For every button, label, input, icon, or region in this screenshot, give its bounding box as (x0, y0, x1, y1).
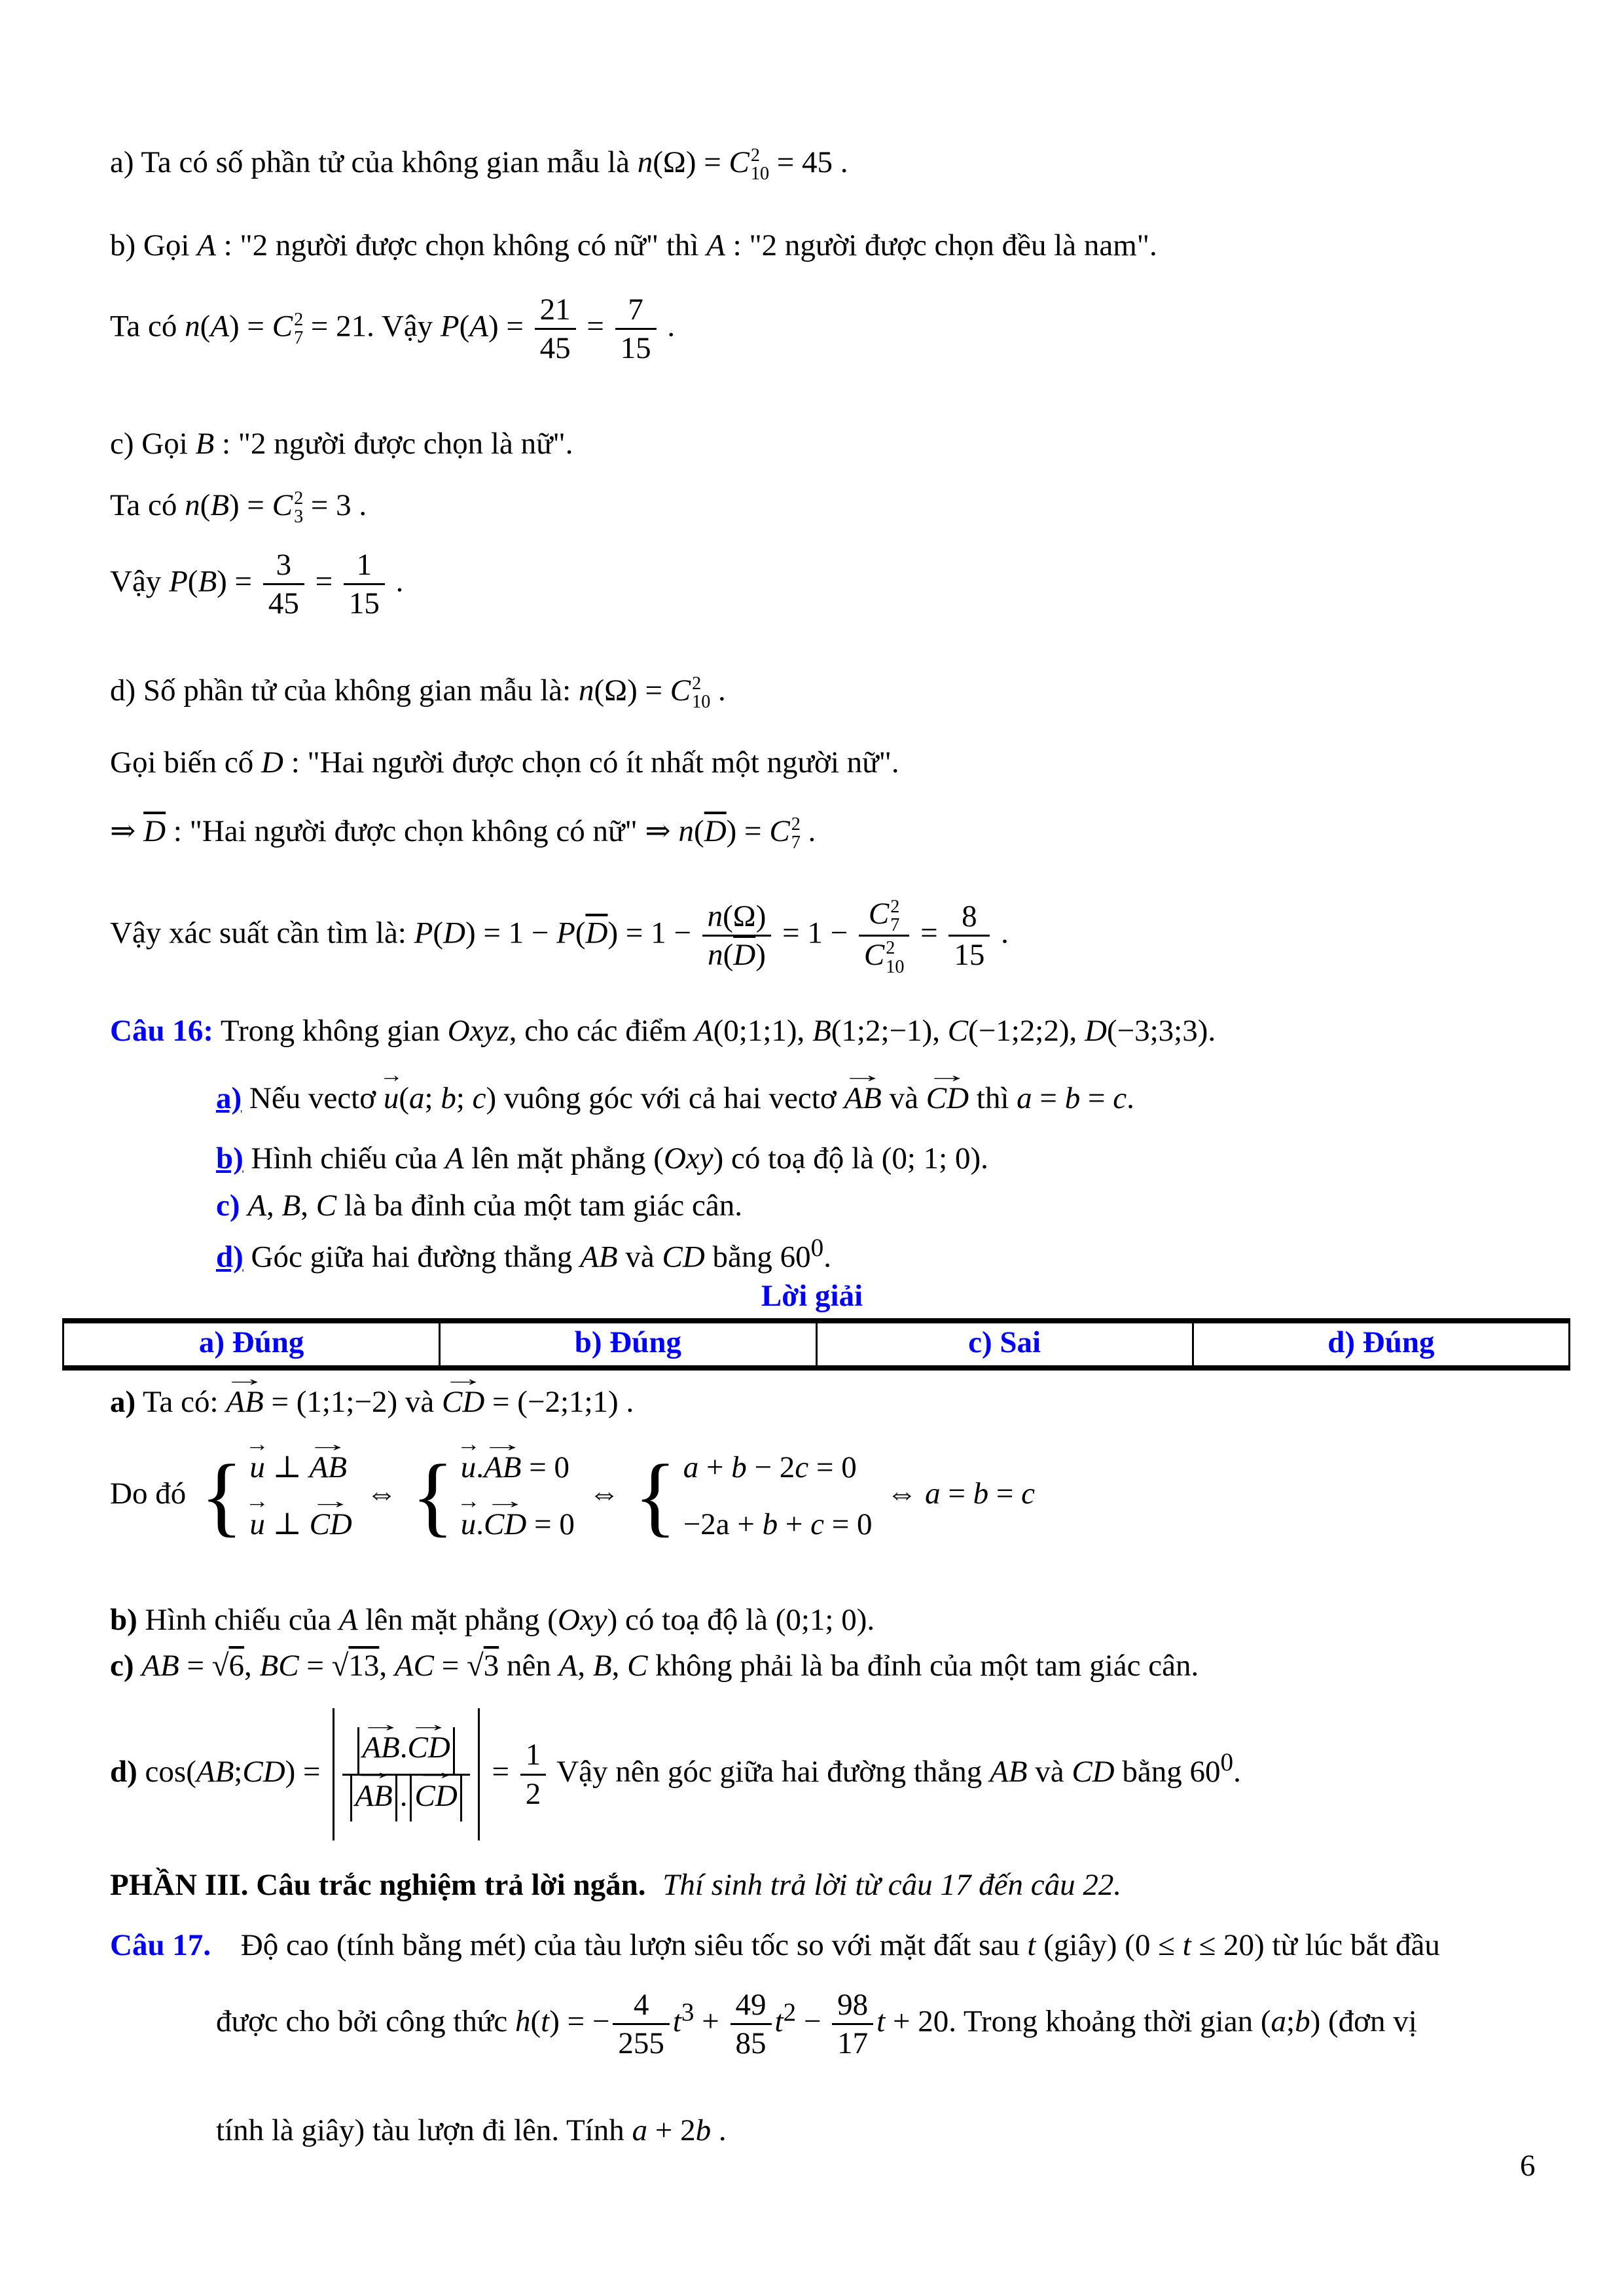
question-16-item-c: c) A, B, C là ba đỉnh của một tam giác cân. (216, 1189, 742, 1223)
answer-cell-d: d) Đúng (1327, 1325, 1435, 1359)
question-16-item-a: a) Nếu vectơ u →(a; b; c) vuông góc với cả hai vectơ AB → và CD → thì a = b = c. (216, 1079, 1526, 1119)
question-16-label: Câu 16: (110, 1014, 213, 1048)
question-16-item-b: b) Hình chiếu của A lên mặt phẳng (Oxy) có toạ độ là (0; 1; 0). (216, 1141, 988, 1175)
solution16-line-d: d) cos(AB;CD) = $\frac{AB \to.CD \to}{AB \to . CD}$ → = $\frac{1}{2}$ Vậy nên góc giữa hai đường thẳng AB và CD bằng $60^0$. (110, 1708, 1526, 1840)
question-17-line-1 (110, 1926, 1526, 1965)
question-16-text: Trong không gian Oxyz, cho các điểm A(0;1;1), B(1;2;−1), C(−1;2;2), D(−3;3;3). (220, 1014, 1216, 1048)
answer-cell-b: b) Đúng (441, 1323, 817, 1365)
solution15-paragraph-h: Gọi biến cố D : "Hai người được chọn có ít nhất một người nữ". (110, 745, 899, 780)
question-17-line-3: tính là giây) tàu lượn đi lên. Tính a + 2b . (216, 2113, 727, 2147)
question-16-item-d: d) Góc giữa hai đường thẳng AB và CD bằng $60^0$. (216, 1234, 831, 1274)
question-17-line-2: được cho bởi công thức h(t) = − $\frac{4}{255}$ $t^3$ + $\frac{49}{85}$ $t^2$ − $\frac{98}{17}$ t + 20. Trong khoảng thời gian (a;b) (đơn vị (216, 1988, 1417, 2061)
solution-heading: Lời giải (761, 1279, 863, 1313)
page-number: 6 (1520, 2149, 1536, 2183)
solution15-paragraph-f: Vậy P(B) = $\frac{3}{45}$ = $\frac{1}{15}$ . (110, 548, 404, 621)
part3-subtitle: Thí sinh trả lời từ câu 17 đến câu 22. (662, 1868, 1122, 1902)
answer-table (62, 1318, 1570, 1371)
solution15-paragraph-g: d) Số phần tử của không gian mẫu là: n(Ω) = C 2 10 . (110, 673, 726, 713)
answer-cell-c: c) Sai (818, 1323, 1194, 1365)
solution15-paragraph-j: Vậy xác suất cần tìm là: $P(D) = 1 - P(\overline{D}) = 1$ − $\frac{n(\Omega)}{n(\overline{D})}$ = 1 − C 2 7 C 2 10 = $\frac{8}{15}$ . (110, 897, 1009, 977)
part3-title: PHẦN III. Câu trắc nghiệm trả lời ngắn. (110, 1868, 646, 1902)
answer-cell-a: a) Đúng (64, 1323, 441, 1365)
solution16-line-c: c) AB = √ 6, BC = √ 13, AC = √ 3 nên A, B, C không phải là ba đỉnh của một tam giác cân. (110, 1646, 1526, 1686)
question-16-stem (110, 1011, 1526, 1051)
solution15-paragraph-b: b) Gọi A : "2 người được chọn không có nữ" thì A : "2 người được chọn đều là nam". (110, 228, 1157, 262)
solution15-paragraph-d: c) Gọi B : "2 người được chọn là nữ". (110, 427, 573, 461)
solution15-paragraph-i: ⇒ $\overline{D}$ : "Hai người được chọn không có nữ" ⇒ $n(\overline{D}) = C$ 2 7 . (110, 814, 816, 853)
question-17-text: Độ cao (tính bằng mét) của tàu lượn siêu tốc so với mặt đất sau t (giây) (0 ≤ t ≤ 20) từ lúc bắt đầu (240, 1928, 1440, 1962)
solution16-line-a: a) Ta có: AB → = (1;1;−2) và CD → = (−2;1;1) . (110, 1382, 1526, 1422)
question-17-label: Câu 17. (110, 1928, 211, 1962)
solution16-line-b: b) Hình chiếu của A lên mặt phẳng (Oxy) có toạ độ là (0;1; 0). (110, 1603, 875, 1637)
solution16-system: Do đó { u → ⊥ AB → u → ⊥ CD → ⇔ { u →.AB → = 0 u →.CD → = 0 ⇔ { a + b − 2c = 0 −2a + b + c = 0 ⇔ a = b = c (110, 1448, 1526, 1545)
part3-heading (110, 1865, 1526, 1905)
solution15-paragraph-a: a) Ta có số phần tử của không gian mẫu là n(Ω) = C 2 10 = 45 . (110, 145, 848, 185)
solution15-paragraph-e: Ta có n(B) = C 2 3 = 3 . (110, 488, 367, 528)
solution15-paragraph-c: Ta có n(A) = C 2 7 = 21. Vậy P(A) = $\frac{21}{45}$ = $\frac{7}{15}$ . (110, 293, 676, 366)
